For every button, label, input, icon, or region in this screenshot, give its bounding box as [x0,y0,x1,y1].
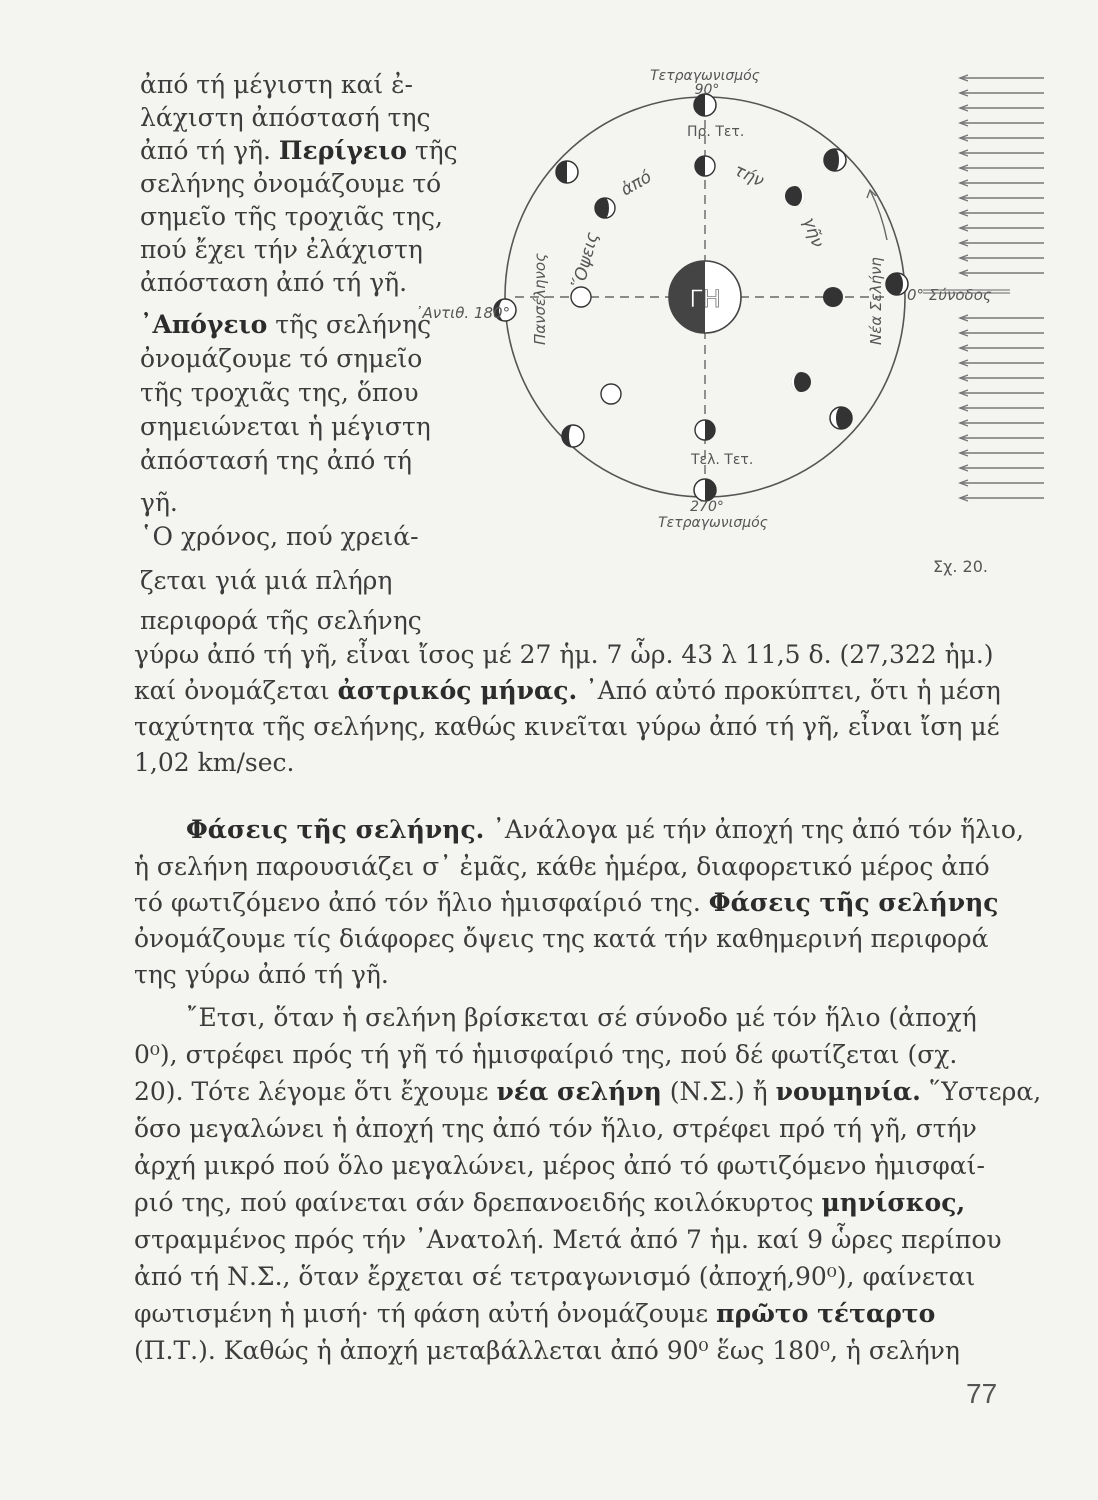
moon-top-right-icon [824,149,846,171]
term-phases: Φάσεις τῆς σελήνης [708,888,999,917]
moon-bottom-left-icon [562,425,584,447]
label-phrase-1: ῞Οψεις [568,230,603,292]
moon-top-left-icon [556,161,578,183]
page-number: 77 [966,1378,998,1409]
label-opposition: ᾿Αντιθ. 180° [415,304,511,322]
phase-waning-crescent-icon [791,372,811,392]
phase-new-moon-icon [823,287,843,307]
text-line: της γύρω ἀπό τή γῆ. [134,960,389,989]
label-conjunction: 0° Σύνοδος [907,286,992,304]
text-line: ταχύτητα τῆς σελήνης, καθώς κινεῖται γύρω ἀπό τή γῆ, εἶναι ἴση μέ [134,712,1000,741]
text-line: ἀπό τή μέγιστη καί ἐ- [140,70,413,99]
phase-waning-gibbous-icon [601,384,621,404]
term-crescent: μηνίσκος, [821,1188,966,1217]
text-line: περιφορά τῆς σελήνης [140,606,422,635]
term-sidereal-month: ἀστρικός μήνας. [337,676,578,705]
label-top-degree: 90° [694,82,720,98]
text-line: ζεται γιά μιά πλήρη [140,566,393,595]
text-line: Φάσεις τῆς σελήνης. ᾿Ανάλογα μέ τήν ἀποχή της ἀπό τόν ἥλιο, [186,815,1024,844]
phase-waxing-crescent-icon [785,186,805,206]
text-line: ἀπόστασή της ἀπό τή [140,446,413,475]
text-line: ᾿Απόγειο τῆς σελήνης [140,310,432,339]
phase-first-quarter-icon [695,156,715,176]
text-line: γύρω ἀπό τή γῆ, εἶναι ἴσος μέ 27 ἡμ. 7 ὧρ. 43 λ 11,5 δ. (27,322 ἡμ.) [134,640,994,669]
text-line: 0⁰), στρέφει πρός τή γῆ τό ἡμισφαίριό της, πού δέ φωτίζεται (σχ. [134,1040,958,1069]
label-new-moon: Νέα Σελήνη [867,257,885,345]
text-line: ἀπόσταση ἀπό τή γῆ. [140,268,408,297]
label-phrase-4: γῆν [798,214,828,251]
lunar-phases-diagram [415,60,1055,590]
earth-label: ΓΗ [689,285,721,313]
text-line: τῆς τροχιᾶς της, ὅπου [140,378,419,407]
text-line: ὀνομάζουμε τίς διάφορες ὄψεις της κατά τήν καθημερινή περιφορά [134,924,989,953]
phase-waxing-gibbous-icon [595,198,615,218]
text-line: λάχιστη ἀπόστασή της [140,103,431,132]
moon-right-icon [886,273,908,295]
text-line: ῾Ο χρόνος, πού χρειά- [140,522,419,551]
section-heading: Φάσεις τῆς σελήνης. [186,815,485,844]
text-line: καί ὀνομάζεται ἀστρικός μήνας. ᾿Από αὐτό προκύπτει, ὅτι ἡ μέση [134,676,1001,705]
moon-bottom-right-icon [830,407,852,429]
text-line: σημειώνεται ἡ μέγιστη [140,412,431,441]
phase-last-quarter-icon [695,420,715,440]
figure-caption: Σχ. 20. [933,557,988,576]
text-line: 1,02 km/sec. [134,748,295,777]
earth-icon [669,261,741,333]
term-first-quarter: πρῶτο τέταρτο [716,1299,936,1328]
label-phrase-3: τήν [730,160,767,192]
text-line: τό φωτιζόμενο ἀπό τόν ἥλιο ἡμισφαίριό της. Φάσεις τῆς σελήνης [134,888,999,917]
label-bottom-degree: 270° [690,499,724,515]
text-line: (Π.Τ.). Καθώς ἡ ἀποχή μεταβάλλεται ἀπό 90⁰ ἕως 180⁰, ἡ σελήνη [134,1336,960,1365]
text-line: ὀνομάζουμε τό σημεῖο [140,344,423,373]
text-line: σημεῖο τῆς τροχιᾶς της, [140,202,443,231]
label-last-quarter: Τελ. Τετ. [691,452,754,468]
text-line: γῆ. [140,488,178,517]
label-phrase-2: ἀπό [617,167,656,201]
text-line: πού ἔχει τήν ἐλάχιστη [140,235,423,264]
text-line: ῎Ετσι, ὅταν ἡ σελήνη βρίσκεται σέ σύνοδο μέ τόν ἥλιο (ἀποχή [186,1003,977,1032]
label-full-moon: Πανσέληνος [531,253,549,345]
label-top: Τετραγωνισμός [650,68,760,84]
term-noumenia: νουμηνία. [775,1077,921,1106]
moon-bottom-icon [694,479,716,501]
text-line: ἀπό τή γῆ. Περίγειο τῆς [140,136,458,165]
term-perigee: Περίγειο [278,136,407,165]
term-apogee: ᾿Απόγειο [140,310,268,339]
text-line: ἀρχή μικρό πού ὅλο μεγαλώνει, μέρος ἀπό τό φωτιζόμενο ἡμισφαί- [134,1151,985,1180]
text-line: στραμμένος πρός τήν ᾿Ανατολή. Μετά ἀπό 7 ἡμ. καί 9 ὧρες περίπου [134,1225,1002,1254]
label-first-quarter: Πρ. Τετ. [687,124,745,140]
text-line: ὅσο μεγαλώνει ἡ ἀποχή της ἀπό τόν ἥλιο, στρέφει πρό τή γῆ, στήν [134,1114,977,1143]
text-line: ριό της, πού φαίνεται σάν δρεπανοειδής κοιλόκυρτος μηνίσκος, [134,1188,966,1217]
text-line: ἡ σελήνη παρουσιάζει σ᾿ ἐμᾶς, κάθε ἡμέρα, διαφορετικό μέρος ἀπό [134,852,990,881]
label-bottom: Τετραγωνισμός [658,515,768,531]
text-line: φωτισμένη ἡ μισή· τή φάση αὐτή ὀνομάζουμε πρῶτο τέταρτο [134,1299,936,1328]
text-line: 20). Τότε λέγομε ὅτι ἔχουμε νέα σελήνη (Ν.Σ.) ἤ νουμηνία. ῞Υστερα, [134,1077,1042,1106]
text-line: σελήνης ὀνομάζουμε τό [140,169,442,198]
term-new-moon: νέα σελήνη [496,1077,662,1106]
text-line: ἀπό τή Ν.Σ., ὅταν ἔρχεται σέ τετραγωνισμό (ἀποχή,90⁰), φαίνεται [134,1262,976,1291]
